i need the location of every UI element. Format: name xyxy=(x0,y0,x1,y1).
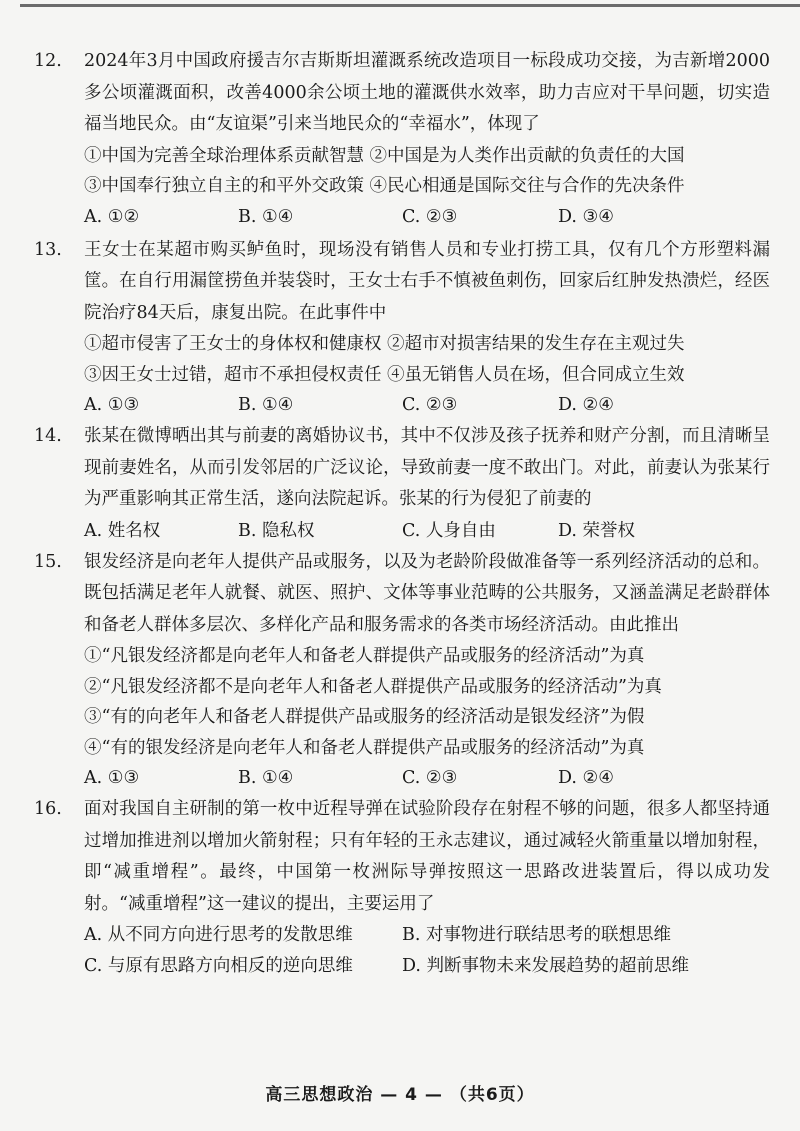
answer-choices xyxy=(84,390,770,421)
choice-a: A. ①③ xyxy=(84,395,140,415)
choice-a: A. 从不同方向进行思考的发散思维 xyxy=(84,925,353,945)
question-number: 15. xyxy=(34,551,62,572)
choice-c: C. ②③ xyxy=(402,206,458,227)
question-number: 14. xyxy=(34,426,62,446)
question-16 xyxy=(34,794,770,981)
statement-line: ③因王女士过错，超市不承担侵权责任 ④虽无销售人员在场，但合同成立生效 xyxy=(84,364,685,385)
choice-b: B. ①④ xyxy=(238,768,294,788)
choice-a: A. ①③ xyxy=(84,768,140,788)
question-stem: 面对我国自主研制的第一枚中近程导弹在试验阶段存在射程不够的问题，很多人都坚持通过增加推进剂以增加火箭射程；只有年轻的王永志建议，通过减轻火箭重量以增加射程，即“减重增程”。最终，中国第一枚洲际导弹按照这一思路改进装置后，得以成功发射。“减重增程”这一建议的提出，主要运用了 xyxy=(84,799,770,914)
question-14 xyxy=(34,421,770,547)
choice-d: D. ②④ xyxy=(558,395,614,415)
answer-choices xyxy=(84,920,770,981)
question-number: 12. xyxy=(34,51,62,71)
question-stem: 张某在微博晒出其与前妻的离婚协议书，其中不仅涉及孩子抚养和财产分割，而且清晰呈现前妻姓名，从而引发邻居的广泛议论，导致前妻一度不敢出门。对此，前妻认为张某行为严重影响其正常生活，遂向法院起诉。张某的行为侵犯了前妻的 xyxy=(84,426,770,509)
choice-a: A. 姓名权 xyxy=(84,520,161,541)
choice-c: C. 人身自由 xyxy=(402,520,496,541)
page-footer: 高三思想政治 — 4 — （共6页） xyxy=(265,1085,535,1105)
choice-c: C. ②③ xyxy=(402,395,458,415)
choice-a: A. ①② xyxy=(84,206,140,227)
statement-line: ①“凡银发经济都是向老年人和备老人群提供产品或服务的经济活动”为真 xyxy=(84,646,645,666)
choice-d: D. 荣誉权 xyxy=(558,520,636,541)
choice-b: B. 对事物进行联结思考的联想思维 xyxy=(402,925,671,945)
statement-line: ③“有的向老年人和备老人群提供产品或服务的经济活动是银发经济”为假 xyxy=(84,707,645,727)
statement-line: ④“有的银发经济是向老年人和备老人群提供产品或服务的经济活动”为真 xyxy=(84,737,645,758)
choice-b: B. ①④ xyxy=(238,395,294,415)
question-stem: 银发经济是向老年人提供产品或服务，以及为老龄阶段做准备等一系列经济活动的总和。既包括满足老年人就餐、就医、照护、文体等事业范畴的公共服务，又涵盖满足老龄群体和备老人群体多层次、多样化产品和服务需求的各类市场经济活动。由此推出 xyxy=(84,551,770,635)
answer-choices xyxy=(84,516,770,547)
statement-line: ①中国为完善全球治理体系贡献智慧 ②中国是为人类作出贡献的负责任的大国 xyxy=(84,145,685,166)
question-13 xyxy=(34,235,770,422)
answer-choices xyxy=(84,202,770,233)
question-12 xyxy=(34,46,770,233)
choice-b: B. 隐私权 xyxy=(238,520,315,541)
choice-d: D. 判断事物未来发展趋势的超前思维 xyxy=(402,955,690,976)
choice-d: D. ③④ xyxy=(558,206,614,227)
choice-c: C. ②③ xyxy=(402,768,458,788)
statement-line: ②“凡银发经济都不是向老年人和备老人群提供产品或服务的经济活动”为真 xyxy=(84,676,662,697)
question-number: 16. xyxy=(34,799,62,819)
answer-choices xyxy=(84,763,770,794)
page-top-border xyxy=(20,4,800,7)
exam-page xyxy=(34,46,770,981)
question-15 xyxy=(34,547,770,795)
choice-c: C. 与原有思路方向相反的逆向思维 xyxy=(84,955,353,976)
question-stem: 王女士在某超市购买鲈鱼时，现场没有销售人员和专业打捞工具，仅有几个方形塑料漏筐。在自行用漏筐捞鱼并装袋时，王女士右手不慎被鱼刺伤，回家后红肿发热溃烂，经医院治疗84天后，康复出院。在此事件中 xyxy=(84,239,770,323)
statement-line: ①超市侵害了王女士的身体权和健康权 ②超市对损害结果的发生存在主观过失 xyxy=(84,334,685,354)
question-stem: 2024年3月中国政府援吉尔吉斯斯坦灌溉系统改造项目一标段成功交接，为吉新增2000多公顷灌溉面积，改善4000余公顷土地的灌溉供水效率，助力吉应对干旱问题，切实造福当地民众。由“友谊渠”引来当地民众的“幸福水”，体现了 xyxy=(84,51,770,134)
question-number: 13. xyxy=(34,239,62,260)
choice-b: B. ①④ xyxy=(238,206,294,227)
choice-d: D. ②④ xyxy=(558,768,614,788)
statement-line: ③中国奉行独立自主的和平外交政策 ④民心相通是国际交往与合作的先决条件 xyxy=(84,176,685,196)
